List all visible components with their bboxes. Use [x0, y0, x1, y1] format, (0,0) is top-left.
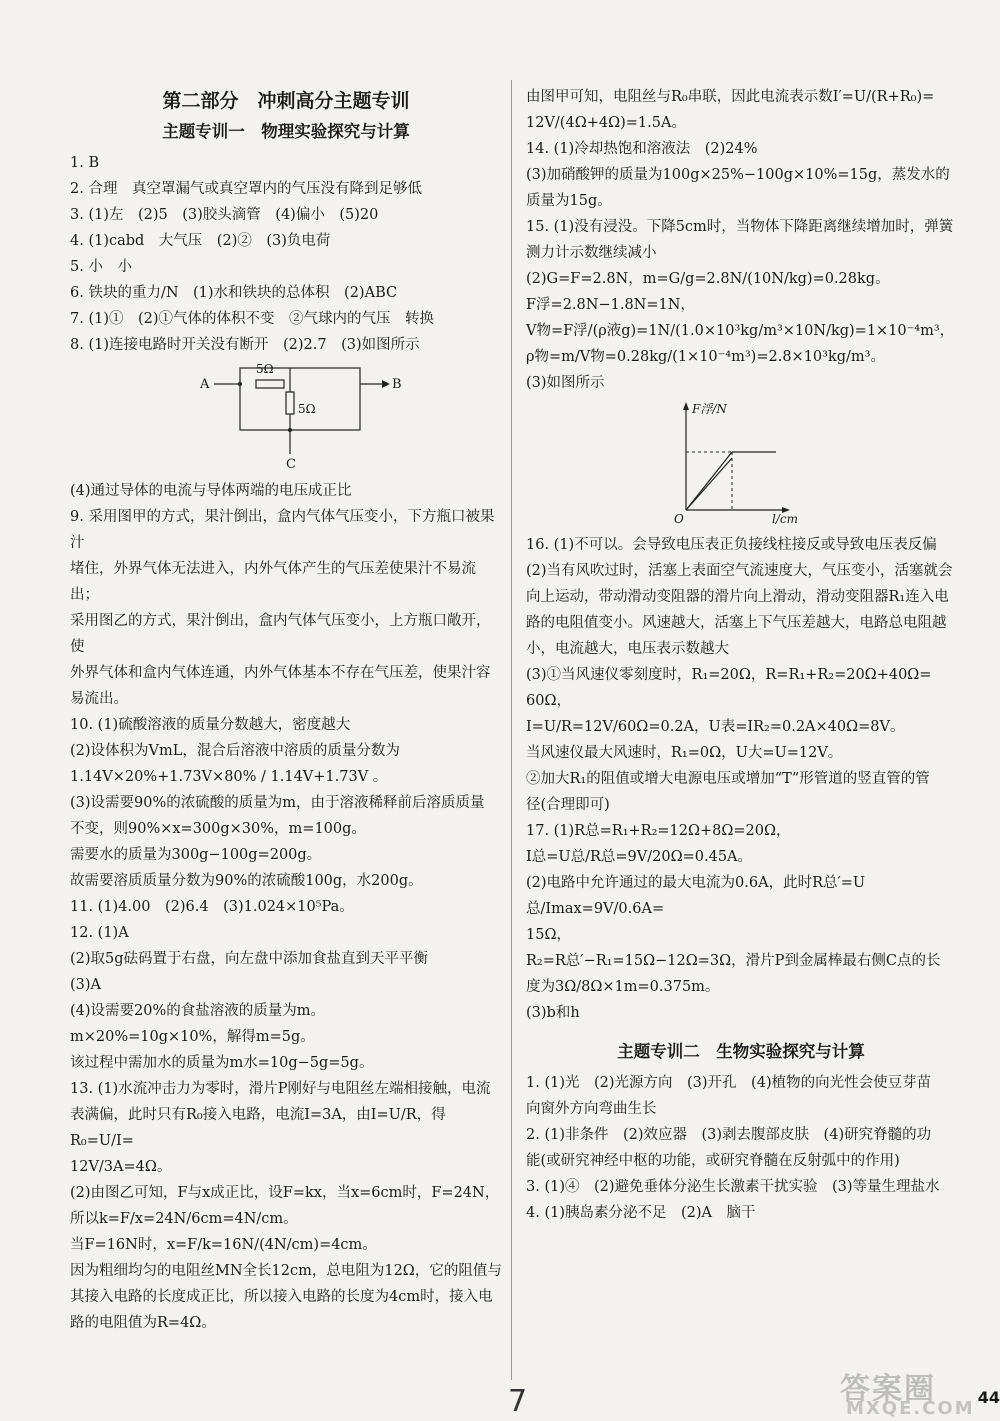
handwritten-mark: 7	[508, 1384, 528, 1419]
text-line: 3. (1)左 (2)5 (3)胶头滴管 (4)偏小 (5)20	[70, 207, 379, 223]
text-line: 小，电流越大，电压表示数越大	[526, 641, 729, 657]
text-line: 向上运动，带动滑动变阻器的滑片向上滑动，滑动变阻器R₁连入电	[526, 589, 949, 605]
text-line: 易流出。	[70, 691, 128, 707]
text-line: 故需要溶质质量分数为90%的浓硫酸100g，水200g。	[70, 873, 423, 889]
watermark-bottom-text: MXQE.COM	[846, 1398, 975, 1419]
text-line: 15Ω，	[526, 927, 571, 943]
page-number: 44	[977, 1388, 1000, 1407]
text-line: 路的电阻值变小。风速越大，活塞上下气压差越大，电路总电阻越	[526, 615, 947, 631]
text-line: (4)通过导体的电流与导体两端的电压成正比	[70, 483, 352, 499]
text-line: (3)b和h	[526, 1005, 580, 1021]
text-line: 质量为15g。	[526, 193, 612, 209]
text-line: V物=F浮/(ρ液g)=1N/(1.0×10³kg/m³×10N/kg)=1×10⁻⁴m³，	[526, 323, 955, 339]
text-line: 需要水的质量为300g−100g=200g。	[70, 847, 322, 863]
text-line: R₂=R总′−R₁=15Ω−12Ω=3Ω，滑片P到金属棒最右侧C点的长	[526, 953, 941, 969]
text-line: 11. (1)4.00 (2)6.4 (3)1.024×10⁵Pa。	[70, 899, 354, 915]
circuit-label-c: C	[286, 457, 296, 472]
text-line: 采用图乙的方式，果汁倒出，盒内气体气压变小，上方瓶口敞开，使	[70, 613, 491, 655]
circuit-diagram	[70, 362, 502, 472]
right-column	[526, 84, 956, 1226]
section-title-physics: 主题专训一 物理实验探究与计算	[162, 122, 410, 141]
text-line: 不变，则90%×x=300g×30%，m=100g。	[70, 821, 366, 837]
text-line: 13. (1)水流冲击力为零时，滑片P刚好与电阻丝左端相接触，电流	[70, 1081, 491, 1097]
text-line: 当风速仪最大风速时，R₁=0Ω，U大=U=12V。	[526, 745, 843, 761]
left-column	[70, 84, 502, 1336]
text-line: 3. (1)④ (2)避免垂体分泌生长激素干扰实验 (3)等量生理盐水	[526, 1179, 940, 1195]
text-line: 12V/3A=4Ω。	[70, 1159, 172, 1175]
text-line: 10. (1)硫酸溶液的质量分数越大，密度越大	[70, 717, 351, 733]
text-line: 9. 采用图甲的方式，果汁倒出，盒内气体气压变小，下方瓶口被果汁	[70, 509, 495, 551]
text-line: (2)设体积为VmL，混合后溶液中溶质的质量分数为	[70, 743, 400, 759]
text-line: 1. (1)光 (2)光源方向 (3)开孔 (4)植物的向光性会使豆芽苗	[526, 1075, 932, 1091]
text-line: I总=U总/R总=9V/20Ω=0.45A。	[526, 849, 753, 865]
text-line: F浮=2.8N−1.8N=1N，	[526, 297, 695, 313]
text-line: (2)取5g砝码置于右盘，向左盘中添加食盐直到天平平衡	[70, 951, 429, 967]
text-line: 能(或研究神经中枢的功能，或研究脊髓在反射弧中的作用)	[526, 1153, 900, 1169]
text-line: 6. 铁块的重力/N (1)水和铁块的总体积 (2)ABC	[70, 285, 398, 301]
text-line: 12V/(4Ω+4Ω)=1.5A。	[526, 115, 686, 131]
text-line: (2)当有风吹过时，活塞上表面空气流速度大，气压变小，活塞就会	[526, 563, 953, 579]
text-line: 1.14V×20%+1.73V×80% / 1.14V+1.73V 。	[70, 769, 388, 785]
text-line: (2)电路中允许通过的最大电流为0.6A，此时R总′=U总/Imax=9V/0.6A=	[526, 875, 866, 917]
text-line: 该过程中需加水的质量为m水=10g−5g=5g。	[70, 1055, 374, 1071]
text-line: (2)G=F=2.8N，m=G/g=2.8N/(10N/kg)=0.28kg。	[526, 271, 890, 287]
text-line: I=U/R=12V/60Ω=0.2A，U表=IR₂=0.2A×40Ω=8V。	[526, 719, 905, 735]
text-line: 17. (1)R总=R₁+R₂=12Ω+8Ω=20Ω，	[526, 823, 791, 839]
text-line: 2. 合理 真空罩漏气或真空罩内的气压没有降到足够低	[70, 181, 422, 197]
buoyancy-graph	[526, 400, 956, 526]
watermark-logo	[826, 1364, 996, 1420]
text-line: 4. (1)cabd 大气压 (2)② (3)负电荷	[70, 233, 331, 249]
text-line: 16. (1)不可以。会导致电压表正负接线柱接反或导致电压表反偏	[526, 537, 937, 553]
text-line: 路的电阻值为R=4Ω。	[70, 1315, 216, 1331]
right-lines-2	[526, 532, 956, 1026]
text-line: 测力计示数继续减小	[526, 245, 657, 261]
text-line: (3)A	[70, 977, 102, 993]
text-line: 由图甲可知，电阻丝与R₀串联，因此电流表示数I′=U/(R+R₀)=	[526, 89, 935, 105]
text-line: 因为粗细均匀的电阻丝MN全长12cm，总电阻为12Ω，它的阻值与	[70, 1263, 502, 1279]
text-line: 向窗外方向弯曲生长	[526, 1101, 657, 1117]
right-lines-3	[526, 1070, 956, 1226]
graph-x-label: l/cm	[772, 512, 798, 526]
part-title: 第二部分 冲刺高分主题专训	[162, 90, 410, 112]
resistor-1-label: 5Ω	[256, 362, 274, 376]
text-line: m×20%=10g×10%，解得m=5g。	[70, 1029, 315, 1045]
text-line: 7. (1)① (2)①气体的体积不变 ②气球内的气压 转换	[70, 311, 435, 327]
text-line: 所以k=F/x=24N/6cm=4N/cm。	[70, 1211, 298, 1227]
text-line: 堵住，外界气体无法进入，内外气体产生的气压差使果汁不易流出；	[70, 561, 476, 603]
text-line: 度为3Ω/8Ω×1m=0.375m。	[526, 979, 720, 995]
watermark-top-text: 答案圈	[840, 1372, 936, 1407]
left-lines-1	[70, 150, 502, 358]
text-line: ②加大R₁的阻值或增大电源电压或增加“T”形管道的竖直管的管	[526, 771, 930, 787]
text-line: 2. (1)非条件 (2)效应器 (3)剥去腹部皮肤 (4)研究脊髓的功	[526, 1127, 932, 1143]
text-line: 8. (1)连接电路时开关没有断开 (2)2.7 (3)如图所示	[70, 337, 420, 353]
graph-y-label: F浮/N	[692, 402, 727, 416]
section-title-biology: 主题专训二 生物实验探究与计算	[617, 1042, 865, 1061]
text-line: 径(合理即可)	[526, 797, 610, 813]
text-line: 12. (1)A	[70, 925, 129, 941]
graph-origin-label: O	[674, 512, 684, 526]
right-lines-1	[526, 84, 956, 396]
text-line: (3)加硝酸钾的质量为100g×25%−100g×10%=15g，蒸发水的	[526, 167, 950, 183]
text-line: 表满偏，此时只有R₀接入电路，电流I=3A，由I=U/R，得R₀=U/I=	[70, 1107, 446, 1149]
circuit-label-a: A	[200, 377, 210, 392]
text-line: (3)①当风速仪零刻度时，R₁=20Ω，R=R₁+R₂=20Ω+40Ω=	[526, 667, 932, 683]
text-line: 60Ω，	[526, 693, 571, 709]
column-divider	[511, 80, 512, 1380]
text-line: (2)由图乙可知，F与x成正比，设F=kx，当x=6cm时，F=24N，	[70, 1185, 500, 1201]
text-line: ρ物=m/V物=0.28kg/(1×10⁻⁴m³)=2.8×10³kg/m³。	[526, 349, 885, 365]
text-line: 其接入电路的长度成正比，所以接入电路的长度为4cm时，接入电	[70, 1289, 493, 1305]
text-line: (3)如图所示	[526, 375, 605, 391]
text-line: 外界气体和盒内气体连通，内外气体基本不存在气压差，使果汁容	[70, 665, 491, 681]
text-line: (3)设需要90%的浓硫酸的质量为m，由于溶液稀释前后溶质质量	[70, 795, 485, 811]
text-line: 当F=16N时，x=F/k=16N/(4N/cm)=4cm。	[70, 1237, 377, 1253]
text-line: 4. (1)胰岛素分泌不足 (2)A 脑干	[526, 1205, 756, 1221]
text-line: 1. B	[70, 155, 100, 171]
resistor-2-label: 5Ω	[298, 402, 316, 416]
text-line: 15. (1)没有浸没。下降5cm时，当物体下降距离继续增加时，弹簧	[526, 219, 954, 235]
circuit-label-b: B	[392, 377, 402, 392]
text-line: (4)设需要20%的食盐溶液的质量为m。	[70, 1003, 326, 1019]
text-line: 5. 小 小	[70, 259, 132, 275]
left-lines-2	[70, 478, 502, 1336]
text-line: 14. (1)冷却热饱和溶液法 (2)24%	[526, 141, 758, 157]
